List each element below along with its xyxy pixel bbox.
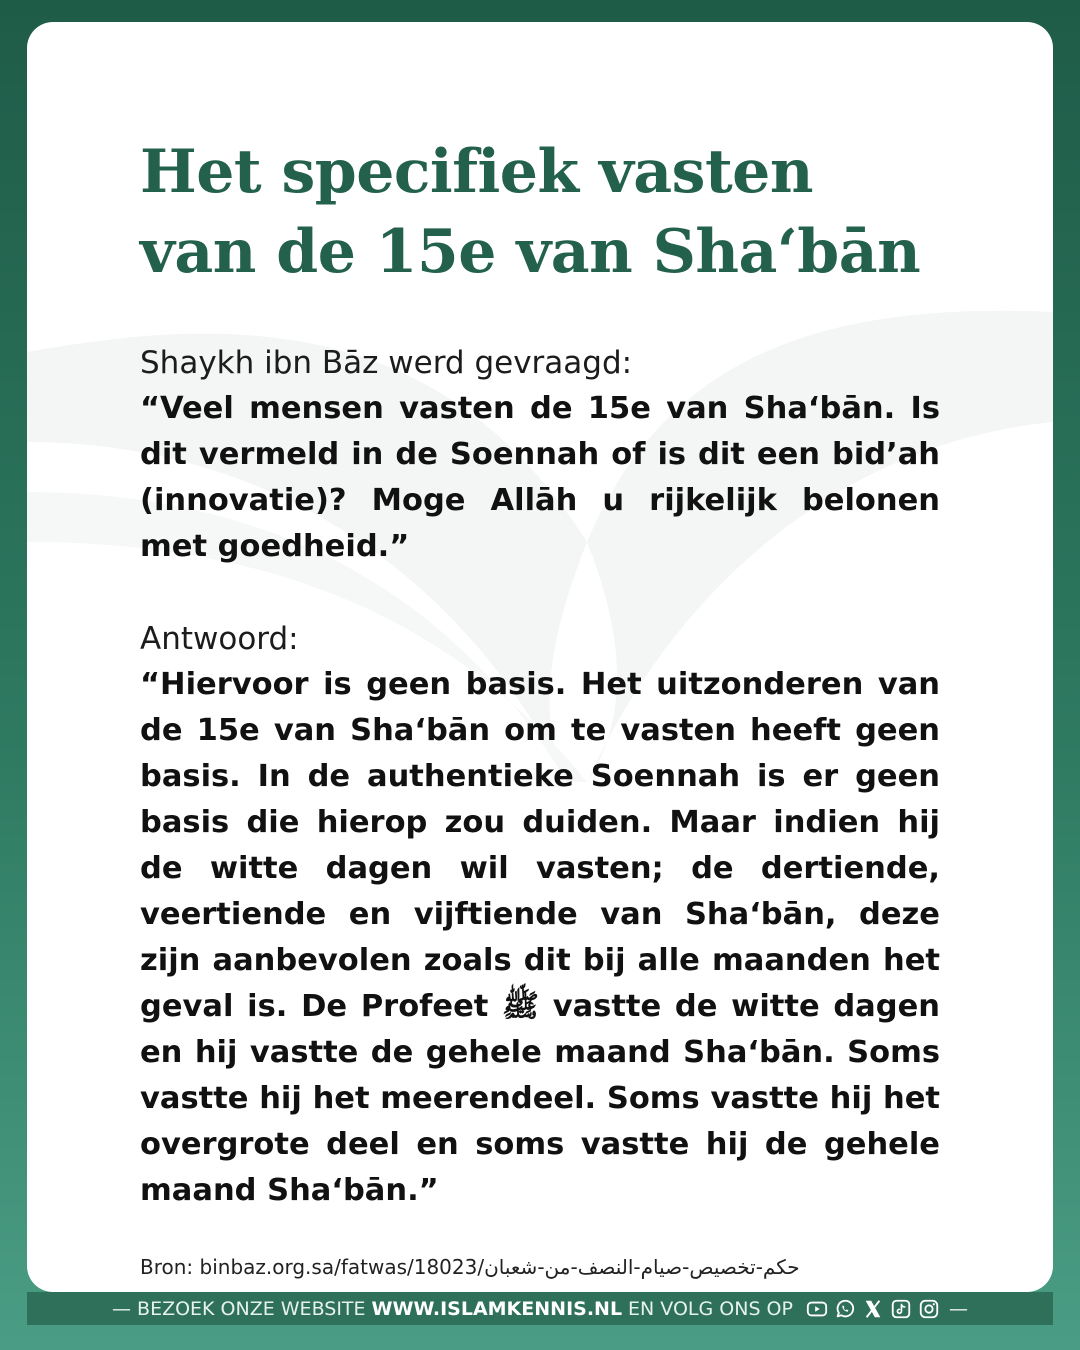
footer-bar [27, 1292, 1053, 1325]
social-icons [803, 1298, 943, 1320]
content-card [27, 22, 1053, 1292]
source-citation: Bron: binbaz.org.sa/fatwas/18023/حكم-تخصيص-صيام-النصف-من-شعبان [140, 1255, 800, 1279]
instagram-icon[interactable] [918, 1298, 940, 1320]
whatsapp-icon[interactable] [834, 1298, 856, 1320]
question-label: Shaykh ibn Bāz werd gevraagd: [140, 345, 633, 381]
answer-label: Antwoord: [140, 621, 299, 657]
main-content [140, 132, 940, 1282]
question-text: “Veel mensen vasten de 15e van Sha‘bān. Is dit vermeld in de Soennah of is dit een bid’ah (innovatie)? Moge Allāh u rijkelijk belonen met goedheid.” [140, 391, 940, 564]
footer-dash-left: — [112, 1297, 132, 1320]
youtube-icon[interactable] [806, 1298, 828, 1320]
tiktok-icon[interactable] [890, 1298, 912, 1320]
footer-dash-right: — [948, 1297, 968, 1320]
page-title [140, 132, 940, 292]
answer-text: “Hiervoor is geen basis. Het uitzonderen van de 15e van Sha‘bān om te vasten heeft geen basis. In de authentieke Soennah is er geen basis die hierop zou duiden. Maar indien hij de witte dagen wil vasten; de dertiende, veertiende en vijftiende van Sha‘bān, deze zijn aanbevolen zoals dit bij alle maanden het geval is. De Profeet ﷺ vastte de witte dagen en hij vastte de gehele maand Sha‘bān. Soms vastte hij het meerendeel. Soms vastte hij het overgrote deel en soms vastte hij de gehele maand Sha‘bān.” [140, 667, 940, 1208]
website-link[interactable]: WWW.ISLAMKENNIS.NL [371, 1297, 623, 1320]
x-icon[interactable] [862, 1298, 884, 1320]
footer-prefix: BEZOEK ONZE WEBSITE [137, 1297, 366, 1320]
footer-suffix: EN VOLG ONS OP [628, 1297, 793, 1320]
title-line-1: Het specifiek vasten [140, 137, 813, 207]
title-line-2: van de 15e van Sha‘bān [140, 217, 921, 287]
